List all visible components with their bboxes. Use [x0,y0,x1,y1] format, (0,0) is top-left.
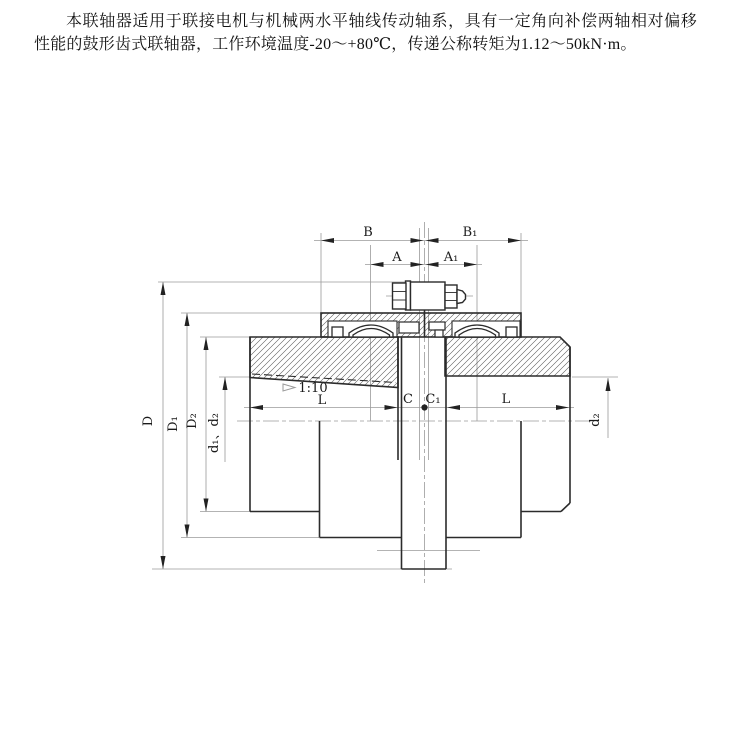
dim-label-c1: C₁ [425,392,441,407]
bolt-body [411,282,446,310]
arrow [385,405,398,410]
bolt-nut [393,283,407,309]
bolt-thread-tip [457,290,466,304]
dim-label-l-left: L [317,393,327,408]
arrow [185,313,190,326]
dim-label-l-right: L [501,392,511,407]
arrow [161,282,166,295]
dim-label-b: B [363,225,373,240]
dim-label-a: A [392,250,402,265]
dim-label-d1: D₁ [166,416,181,432]
arrow [426,238,439,243]
bolt-assembly [393,281,466,310]
extension-lines [152,228,618,569]
arrow [556,405,569,410]
hub-right-bottom-chamfer [561,503,570,512]
seal-ring-right [506,327,517,337]
dim-label-d2-left: D₂ [185,413,200,429]
arrow [204,337,209,350]
hub-left-section [250,337,398,388]
taper-ratio-label: 1:10 [298,381,328,396]
arrow [426,262,439,267]
dim-label-b1: B₁ [462,225,478,240]
arrow [371,262,384,267]
seal-ring-left [332,327,343,337]
dim-label-d-outer: D [141,415,156,427]
dimension-arrows [161,238,611,569]
arrow [321,238,334,243]
arrow [161,556,166,569]
dim-label-a1: A₁ [443,250,459,265]
flange-recess-left [399,322,419,333]
center-lines [237,222,592,586]
flange-recess-right-step [435,330,443,337]
arrow [464,262,477,267]
dimension-lines [163,241,608,570]
arrow [508,238,521,243]
arrow [185,525,190,538]
arrow [204,499,209,512]
flange-recess-right [429,322,445,330]
arrow [223,377,228,390]
arrow [411,262,424,267]
bolt-head [445,285,457,308]
dim-label-d1d2-bore: d₁、d₂ [207,412,222,454]
arrow [447,405,460,410]
dim-label-d2-right: d₂ [588,413,603,427]
arrow [606,378,611,391]
dim-label-c: C [403,392,413,407]
taper-symbol [283,384,295,391]
arrow [250,405,263,410]
arrow [411,238,424,243]
product-description: 本联轴器适用于联接电机与机械两水平轴线传动轴系，具有一定角向补偿两轴相对偏移性能的鼓形齿式联轴器，工作环境温度-20～+80℃，传递公称转矩为1.12～50kN·m。 [34,13,697,53]
hub-right-section [445,337,570,376]
